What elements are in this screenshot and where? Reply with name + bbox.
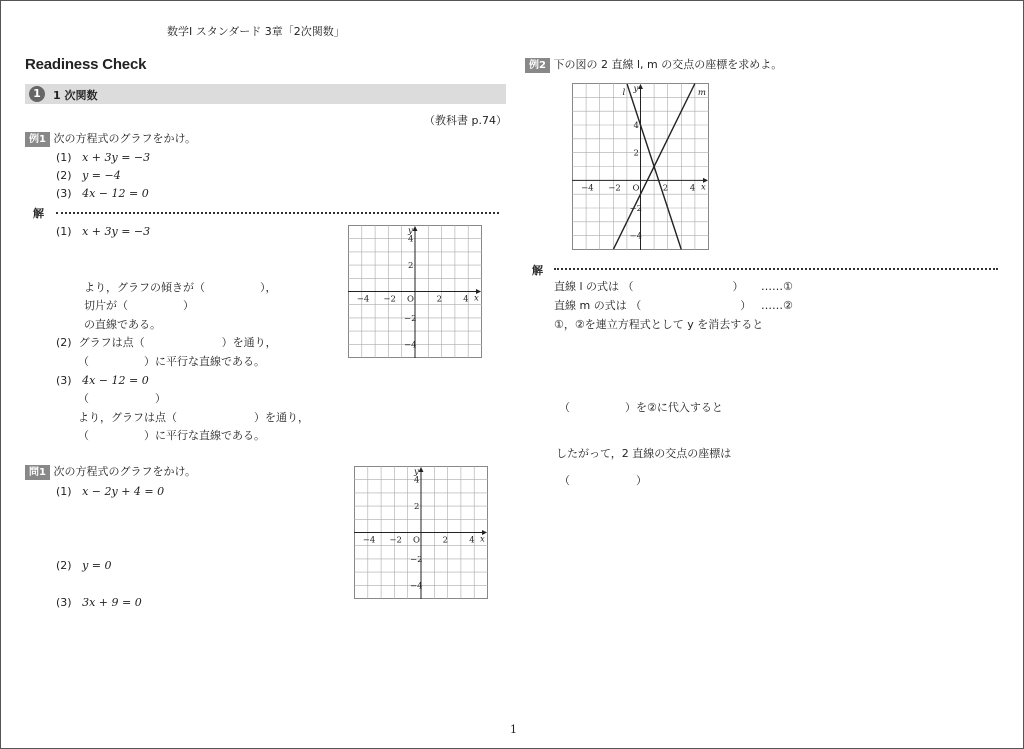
example1-heading <box>25 132 196 147</box>
solution1-label: 解 <box>33 207 44 220</box>
x-tick-label: −4 <box>356 294 370 305</box>
question1-item-1: (1) x − 2y + 4 = 0 <box>56 485 165 498</box>
y-tick-label: −4 <box>404 340 417 351</box>
answer-grid-1 <box>348 225 482 358</box>
y-axis-label: y <box>414 467 419 477</box>
example1-item-2: (2) y = −4 <box>56 169 121 182</box>
x-tick-label: 4 <box>463 294 469 305</box>
y-tick-label: 2 <box>408 261 414 272</box>
section-title: 1 次関数 <box>53 89 98 102</box>
y-tick-label: −2 <box>629 204 643 214</box>
solution2-line-l: 直線 l の式は （ ） <box>554 280 744 293</box>
x-tick-label: 4 <box>469 535 475 546</box>
solution1-item3-paren: （ ） <box>78 392 166 405</box>
line-m-label: m <box>697 88 706 98</box>
solution2-line-m: 直線 m の式は （ ） <box>554 299 752 312</box>
y-tick-label: −4 <box>410 581 423 592</box>
section-number: 1 <box>29 86 45 102</box>
textbook-reference: （教科書 p.74） <box>424 114 507 127</box>
page-number: 1 <box>510 723 517 736</box>
question1-heading <box>25 465 196 480</box>
x-tick-label: −2 <box>383 294 396 305</box>
example2-tag: 例2 <box>525 58 550 73</box>
y-tick-label: −2 <box>404 313 417 324</box>
y-tick-label: −2 <box>410 554 423 565</box>
solution2-label: 解 <box>532 264 543 277</box>
page-header: 数学Ⅰ スタンダード 3章「2次関数」 <box>167 25 345 38</box>
example2-heading <box>525 58 782 73</box>
solution2-divider <box>554 268 998 270</box>
y-tick-label: 2 <box>414 502 420 513</box>
y-tick-label: 4 <box>414 475 420 486</box>
example2-prompt: 下の図の 2 直線 l, m の交点の座標を求めよ。 <box>553 58 783 71</box>
x-tick-label: O <box>413 535 420 546</box>
solution2-line-m-mark: ……② <box>761 299 793 312</box>
x-tick-label: 2 <box>662 183 669 194</box>
y-tick-label: 4 <box>633 121 639 131</box>
solution1-item1: (1) x + 3y = −3 <box>56 225 151 238</box>
y-axis-label: y <box>633 84 639 94</box>
x-axis-label: x <box>480 534 485 545</box>
example2-graph <box>572 83 709 250</box>
x-tick-label: 4 <box>689 183 696 194</box>
x-axis-label: x <box>474 293 479 304</box>
x-axis-label: x <box>701 182 706 193</box>
solution2-eliminate: ①，②を連立方程式として y を消去すると <box>554 318 764 331</box>
x-tick-label: −2 <box>389 535 402 546</box>
solution2-substitute: （ ）を②に代入すると <box>559 401 723 414</box>
y-axis-label: y <box>408 226 413 236</box>
y-tick-label: 4 <box>408 234 414 245</box>
x-tick-label: −4 <box>581 183 594 194</box>
x-tick-label: 2 <box>442 535 449 546</box>
solution2-line-l-mark: ……① <box>761 280 793 293</box>
y-tick-label: 2 <box>633 148 639 159</box>
x-tick-label: −4 <box>362 535 376 546</box>
solution1-intercept: 切片が（ ） <box>84 299 194 312</box>
example1-tag: 例1 <box>25 132 50 147</box>
question1-item-3: (3) 3x + 9 = 0 <box>56 596 142 609</box>
x-tick-label: −2 <box>608 183 621 194</box>
solution1-item2: (2) グラフは点（ ）を通り， <box>56 336 277 349</box>
example1-item-1: (1) x + 3y = −3 <box>56 151 151 164</box>
solution1-slope: より，グラフの傾きが（ ）， <box>84 281 277 294</box>
question1-item-2: (2) y = 0 <box>56 559 112 572</box>
solution1-item3-point: より，グラフは点（ ）を通り， <box>78 411 309 424</box>
readiness-title: Readiness Check <box>25 56 147 73</box>
question1-prompt: 次の方程式のグラフをかけ。 <box>53 465 197 478</box>
x-tick-label: O <box>632 183 640 194</box>
line-l-label: l <box>622 88 626 98</box>
example1-prompt: 次の方程式のグラフをかけ。 <box>53 132 197 145</box>
x-tick-label: 2 <box>436 294 443 305</box>
section-bar <box>25 84 506 104</box>
solution1-divider <box>56 212 499 214</box>
question1-tag: 問1 <box>25 465 50 480</box>
example1-item-3: (3) 4x − 12 = 0 <box>56 187 149 200</box>
solution1-item2-parallel: （ ）に平行な直線である。 <box>78 355 265 368</box>
solution1-item3-parallel: （ ）に平行な直線である。 <box>78 429 265 442</box>
solution2-answer: （ ） <box>559 474 647 487</box>
solution2-therefore: したがって，2 直線の交点の座標は <box>556 447 732 460</box>
solution1-item3: (3) 4x − 12 = 0 <box>56 374 149 387</box>
solution1-straight: の直線である。 <box>84 318 161 331</box>
answer-grid-2 <box>354 466 488 599</box>
x-tick-label: O <box>407 294 414 305</box>
y-tick-label: −4 <box>629 231 643 242</box>
